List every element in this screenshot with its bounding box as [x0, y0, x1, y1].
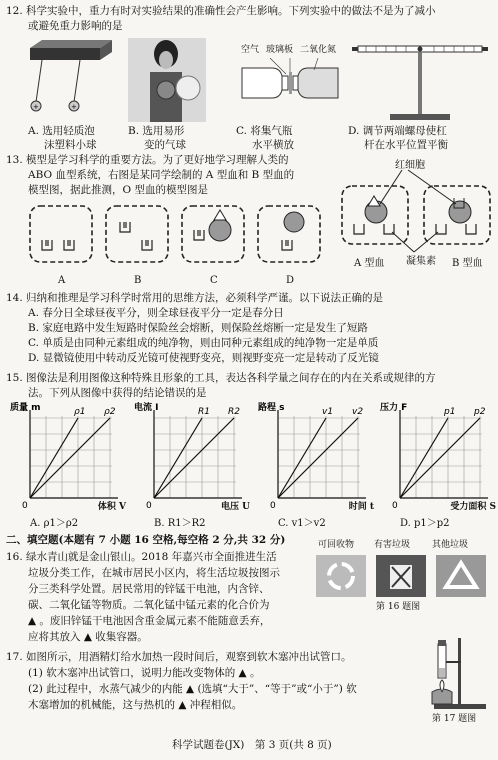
series-1-label: ρ1 [74, 407, 86, 417]
y-axis-label: 路程 s [258, 403, 285, 413]
origin-label: 0 [22, 501, 28, 510]
q14-stem: 14. 归纳和推理是学习科学时常用的思维方法，必须科学严谨。以下说法正确的是 [6, 292, 384, 304]
y-axis-label: 电流 I [134, 403, 159, 413]
series-2-label: p2 [474, 407, 486, 417]
q15-stem-line1: 15. 图像法是利用图像这种特殊且形象的工具，表达各科学量之间存在的内在关系或规律的方 [6, 372, 436, 384]
q12-fig-c-gas-label: 二氧化氮 [300, 45, 337, 55]
q12-figure-b-photo [128, 38, 206, 122]
svg-text:+: + [33, 103, 39, 111]
q15-graph-1 [132, 402, 250, 530]
q12-fig-c-air-label: 空气 [241, 45, 260, 55]
q14-option-d: D. 显微镜使用中转动反光镜可使视野变亮，则视野变亮一定是转动了反光镜 [28, 352, 379, 364]
q13-option-models [24, 200, 336, 270]
q13-reference-figure [338, 168, 494, 260]
series-2-label: v2 [352, 407, 364, 417]
q16-line6: 应将其放入 ▲ 收集容器。 [28, 631, 148, 643]
series-2-label: ρ2 [104, 407, 116, 417]
q13-stem-line3: 模型图，据此推测，O 型血的模型图是 [28, 184, 208, 196]
q16-line3: 分三类科学处置。居民常用的锌锰干电池，内含锌、 [28, 583, 270, 595]
q12-fig-c-glass-label: 玻璃板 [266, 45, 294, 55]
q12-stem-line1: 12. 科学实验中，重力有时对实验结果的准确性会产生影响。下列实验中的做法不是为了减小 [6, 5, 436, 17]
q14-option-c: C. 单质是由同种元素组成的纯净物，则由同种元素组成的纯净物一定是单质 [28, 337, 379, 349]
q15-graph-0 [8, 402, 126, 530]
q13-rbc-label: 红细胞 [395, 160, 425, 171]
q13-stem-line1: 13. 模型是学习科学的重要方法。为了更好地学习理解人类的 [6, 154, 289, 166]
series-2-line [278, 418, 358, 498]
bin-other-label: 其他垃圾 [432, 540, 469, 550]
q13-option-b: B [134, 275, 142, 286]
q15-graph-2 [256, 402, 374, 530]
q12-option-a-line1: A. 选用轻质泡 [28, 125, 95, 137]
q12-figure-d [350, 40, 490, 124]
series-2-line [400, 418, 480, 498]
q16-line2: 垃圾分类工作，在城市居民小区内，将生活垃圾按图示 [28, 567, 280, 579]
q16-caption: 第 16 题图 [376, 602, 421, 612]
q14-option-a: A. 春分日全球昼夜平分，则全球昼夜平分一定是春分日 [28, 307, 284, 319]
q13-type-a-label: A 型血 [354, 258, 385, 269]
q14-option-b: B. 家庭电路中发生短路时保险丝会熔断，则保险丝熔断一定是发生了短路 [28, 322, 368, 334]
x-axis-label: 电压 U [221, 502, 250, 512]
q12-option-a-line2: 沫塑料小球 [44, 139, 97, 151]
q12-option-c-line2: 水平横放 [252, 139, 294, 151]
origin-label: 0 [270, 501, 276, 510]
q17-stem: 17. 如图所示，用酒精灯给水加热一段时间后，观察到软木塞冲出试管口。 [6, 651, 352, 663]
x-axis-label: 体积 V [97, 502, 126, 512]
series-1-label: v1 [322, 407, 334, 417]
series-2-line [30, 418, 110, 498]
q13-stem-line2: ABO 血型系统，右图是某同学绘制的 A 型血和 B 型血的 [28, 169, 295, 181]
page-footer: 科学试题卷(JX) 第 3 页(共 8 页) [172, 739, 332, 751]
origin-label: 0 [146, 501, 152, 510]
q15-option: B. R1＞R2 [154, 518, 206, 529]
y-axis-label: 质量 m [10, 403, 41, 413]
svg-text:+: + [71, 103, 77, 111]
q13-option-c: C [210, 275, 218, 286]
section-2-heading: 二、填空题(本题有 7 小题 16 空格,每空格 2 分,共 32 分) [6, 534, 286, 546]
bin-recyclable-label: 可回收物 [318, 540, 355, 550]
q16-line4: 碳、二氧化锰等物质。二氧化锰中锰元素的化合价为 [28, 599, 270, 611]
q15-graph-3 [378, 402, 496, 530]
series-1-label: R1 [198, 407, 210, 417]
origin-label: 0 [392, 501, 398, 510]
q17-part2-line1: (2) 此过程中，水蒸气减少的内能 ▲ (选填“大于”、“等于”或“小于”) 软 [28, 683, 357, 695]
q15-option: D. p1＞p2 [400, 518, 450, 529]
q12-option-b-line2: 变的气球 [144, 139, 186, 151]
q16-line5: ▲ 。废旧锌锰干电池因含重金属元素不能随意丢弃， [28, 615, 271, 627]
q12-option-d-line2: 杆在水平位置平衡 [364, 139, 448, 151]
series-2-label: R2 [228, 407, 240, 417]
q13-agglutinin-label: 凝集素 [406, 256, 436, 267]
q17-part1: (1) 软木塞冲出试管口，说明力能改变物体的 ▲ 。 [28, 667, 261, 679]
q16-line1: 16. 绿水青山就是金山银山。2018 年嘉兴市全面推进生活 [6, 551, 277, 563]
series-1-label: p1 [444, 407, 456, 417]
q12-stem-line2: 或避免重力影响的是 [28, 20, 123, 32]
q12-option-c-line1: C. 将集气瓶 [236, 125, 293, 137]
q17-part2-line2: 木塞增加的机械能，这与热机的 ▲ 冲程相似。 [28, 699, 243, 711]
q13-option-d: D [286, 275, 295, 286]
x-axis-label: 受力面积 S [450, 502, 496, 512]
q13-option-a: A [58, 275, 66, 286]
q12-option-b-line1: B. 选用易形 [128, 125, 185, 137]
q12-option-d-line1: D. 调节两端螺母使杠 [348, 125, 447, 137]
bin-hazardous-label: 有害垃圾 [374, 540, 411, 550]
q17-caption: 第 17 题图 [432, 714, 477, 724]
q16-bins-figure [312, 553, 492, 599]
x-axis-label: 时间 t [348, 502, 374, 512]
y-axis-label: 压力 F [380, 403, 408, 413]
q15-stem-line2: 法。下列从图像中获得的结论错误的是 [28, 387, 207, 399]
q15-option: C. v1＞v2 [278, 518, 326, 529]
q15-option: A. ρ1＞ρ2 [30, 518, 79, 529]
q12-figure-a [30, 40, 120, 120]
q13-type-b-label: B 型血 [452, 258, 483, 269]
series-2-line [154, 418, 234, 498]
q17-figure [424, 636, 494, 712]
q12-figure-c [240, 58, 340, 114]
